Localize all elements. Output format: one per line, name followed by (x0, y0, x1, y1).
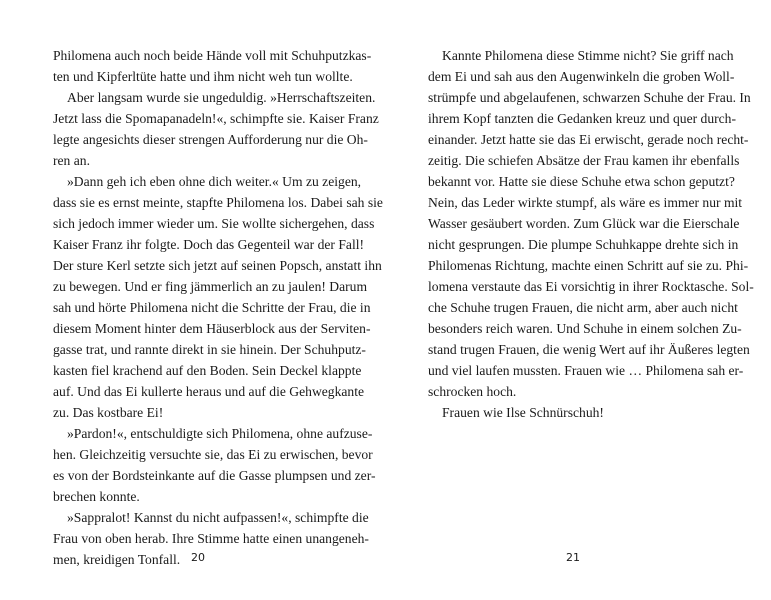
text-line: »Dann geh ich eben ohne dich weiter.« Um zu zeigen, (67, 174, 362, 189)
text-line: Aber langsam wurde sie ungeduldig. »Herrschaftszeiten. (67, 90, 376, 105)
text-line: nicht gesprungen. Die plumpe Schuhkappe drehte sich in (428, 237, 739, 252)
text-line: dem Ei und sah aus den Augenwinkeln die groben Woll- (428, 69, 735, 84)
text-line: Kannte Philomena diese Stimme nicht? Sie griff nach (442, 48, 734, 63)
text-line: bekannt vor. Hatte sie diese Schuhe etwa schon geputzt? (428, 174, 735, 189)
text-line: ren an. (53, 153, 90, 168)
text-line: hen. Gleichzeitig versuchte sie, das Ei zu erwischen, bevor (53, 447, 373, 462)
right-page (428, 45, 754, 423)
text-line: stand trugen Frauen, die wenig Wert auf ihr Äußeres legten (428, 342, 750, 357)
text-line: »Pardon!«, entschuldigte sich Philomena, ohne aufzuse- (67, 426, 373, 441)
text-line: Jetzt lass die Spomapanadeln!«, schimpfte sie. Kaiser Franz (53, 111, 379, 126)
text-line: kasten fiel krachend auf den Boden. Sein Deckel klappte (53, 363, 362, 378)
page-number-right: 21 (566, 551, 580, 564)
text-line: men, kreidigen Tonfall. (53, 552, 181, 567)
text-line: zeitig. Die schiefen Absätze der Frau kamen ihr ebenfalls (428, 153, 740, 168)
text-line: Frauen wie Ilse Schnürschuh! (442, 405, 604, 420)
text-line: Philomena auch noch beide Hände voll mit Schuhputzkas- (53, 48, 372, 63)
text-line: dass sie es ernst meinte, stapfte Philomena los. Dabei sah sie (53, 195, 383, 210)
text-line: Philomenas Richtung, machte einen Schritt auf sie zu. Phi- (428, 258, 749, 273)
text-line: diesem Moment hinter dem Häuserblock aus der Serviten- (53, 321, 371, 336)
text-line: »Sappralot! Kannst du nicht aufpassen!«, schimpfte die (67, 510, 369, 525)
text-line: legte angesichts dieser strengen Aufforderung nur die Oh- (53, 132, 368, 147)
text-line: sah und hörte Philomena nicht die Schritte der Frau, die in (53, 300, 371, 315)
text-line: Frau von oben herab. Ihre Stimme hatte einen unangeneh- (53, 531, 369, 546)
text-line: zu. Das kostbare Ei! (53, 405, 164, 420)
text-line: zu bewegen. Und er fing jämmerlich an zu jaulen! Darum (53, 279, 368, 294)
text-line: besonders reich waren. Und Schuhe in einem solchen Zu- (428, 321, 742, 336)
text-line: Kaiser Franz ihr folgte. Doch das Gegenteil war der Fall! (53, 237, 365, 252)
text-line: Wasser gesäubert worden. Zum Glück war die Eierschale (428, 216, 740, 231)
text-line: lomena verstaute das Ei vorsichtig in ihrer Rocktasche. Sol- (428, 279, 754, 294)
text-line: sich jedoch immer wieder um. Sie wollte sichergehen, dass (53, 216, 375, 231)
text-line: es von der Bordsteinkante auf die Gasse plumpsen und zer- (53, 468, 376, 483)
text-line: strümpfe und abgelaufenen, schwarzen Schuhe der Frau. In (428, 90, 751, 105)
text-line: che Schuhe trugen Frauen, die nicht arm, aber auch nicht (428, 300, 738, 315)
text-line: brechen konnte. (53, 489, 140, 504)
text-line: einander. Jetzt hatte sie das Ei erwischt, gerade noch recht- (428, 132, 749, 147)
page-number-left: 20 (191, 551, 205, 564)
text-line: ihrem Kopf tanzten die Gedanken kreuz und quer durch- (428, 111, 737, 126)
text-line: Der sture Kerl setzte sich jetzt auf seinen Popsch, anstatt ihn (53, 258, 382, 273)
left-page (53, 45, 383, 570)
text-line: schrocken hoch. (428, 384, 517, 399)
text-line: gasse trat, und rannte direkt in sie hinein. Der Schuhputz- (53, 342, 366, 357)
text-line: Nein, das Leder wirkte stumpf, als wäre es immer nur mit (428, 195, 743, 210)
text-line: ten und Kipferltüte hatte und ihm nicht weh tun wollte. (53, 69, 353, 84)
text-line: und viel laufen mussten. Frauen wie … Philomena sah er- (428, 363, 744, 378)
text-line: auf. Und das Ei kullerte heraus und auf die Gehwegkante (53, 384, 365, 399)
